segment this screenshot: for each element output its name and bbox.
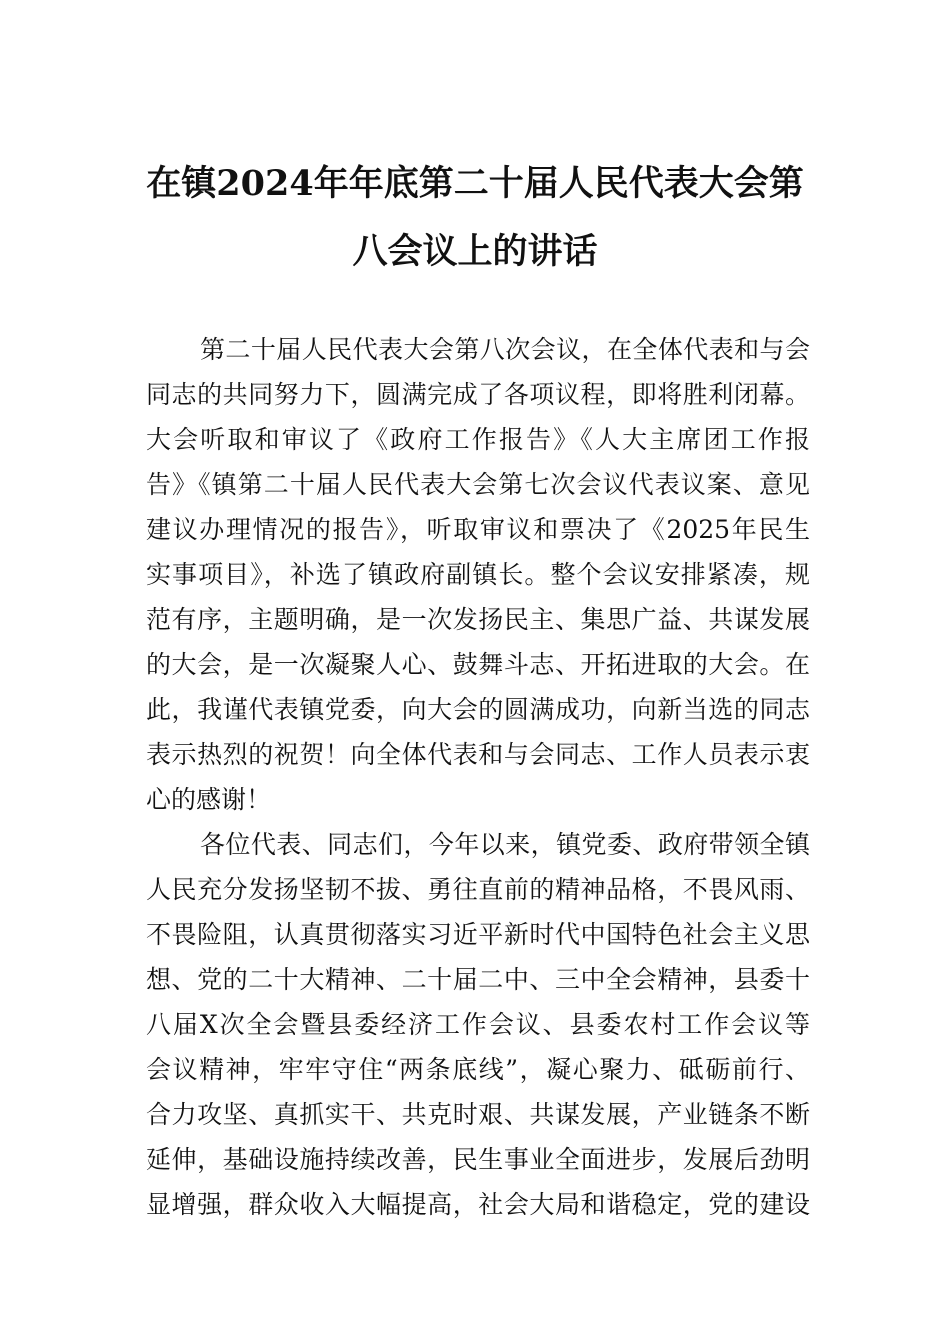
paragraph-1-line: 告》《镇第二十届人民代表大会第七次会议代表议案、意见 (146, 470, 810, 499)
paragraph-1-line: 同志的共同努力下，圆满完成了各项议程，即将胜利闭幕。 (146, 380, 810, 409)
paragraph-1-line: 此，我谨代表镇党委，向大会的圆满成功，向新当选的同志 (146, 695, 810, 724)
paragraph-1-line: 心的感谢！ (146, 785, 272, 814)
paragraph-1-line: 大会听取和审议了《政府工作报告》《人大主席团工作报 (146, 425, 810, 454)
paragraph-2-line: 人民充分发扬坚韧不拔、勇往直前的精神品格，不畏风雨、 (146, 875, 810, 904)
paragraph-2-line: 各位代表、同志们，今年以来，镇党委、政府带领全镇 (200, 830, 810, 859)
paragraph-2-line: 不畏险阻，认真贯彻落实习近平新时代中国特色社会主义思 (146, 920, 810, 949)
paragraph-1-line: 第二十届人民代表大会第八次会议，在全体代表和与会 (200, 335, 810, 364)
paragraph-2-line: 想、党的二十大精神、二十届二中、三中全会精神，县委十 (146, 965, 810, 994)
document-title-line-2: 八会议上的讲话 (352, 231, 598, 272)
paragraph-2-line: 延伸，基础设施持续改善，民生事业全面进步，发展后劲明 (146, 1145, 810, 1174)
paragraph-1-line: 建议办理情况的报告》，听取审议和票决了《2025年民生 (146, 515, 810, 544)
paragraph-2-line: 合力攻坚、真抓实干、共克时艰、共谋发展，产业链条不断 (146, 1100, 810, 1129)
paragraph-1-line: 的大会，是一次凝聚人心、鼓舞斗志、开拓进取的大会。在 (146, 650, 810, 679)
paragraph-1-line: 实事项目》，补选了镇政府副镇长。整个会议安排紧凑，规 (146, 560, 810, 589)
paragraph-2-line: 会议精神，牢牢守住“两条底线”，凝心聚力、砥砺前行、 (146, 1055, 810, 1084)
paragraph-2-line: 八届X次全会暨县委经济工作会议、县委农村工作会议等 (146, 1010, 810, 1039)
paragraph-1-line: 表示热烈的祝贺！向全体代表和与会同志、工作人员表示衷 (146, 740, 810, 769)
paragraph-2-line: 显增强，群众收入大幅提高，社会大局和谐稳定，党的建设 (146, 1190, 810, 1219)
paragraph-1-line: 范有序，主题明确，是一次发扬民主、集思广益、共谋发展 (146, 605, 810, 634)
document-title-line-1: 在镇2024年年底第二十届人民代表大会第 (146, 163, 804, 204)
